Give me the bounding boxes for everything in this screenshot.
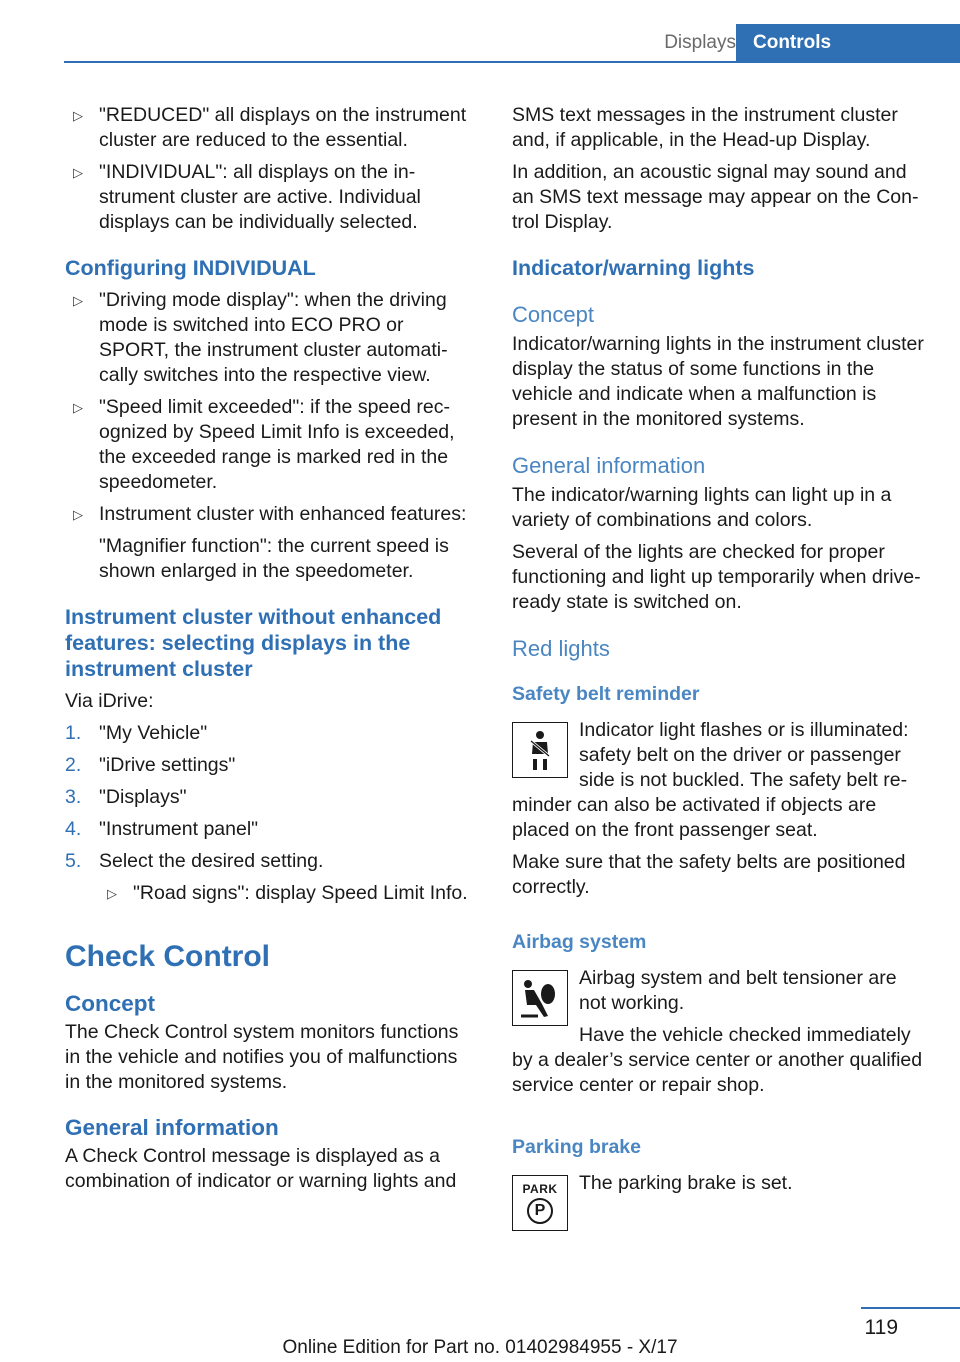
step-text: "iDrive settings" [99,754,236,776]
check-control-heading: Check Control [65,940,271,973]
bullet-text: "Driving mode display": when the driving mode is switched into ECO PRO or SPORT, the instrument cluster automatically switches into the respective view. [99,289,448,386]
park-icon-symbol: P [534,1202,546,1219]
bullet-item [65,288,477,388]
via-idrive-text: Via iDrive: [65,690,154,712]
parking-brake-item [512,1171,926,1235]
right-column [512,103,926,1235]
header-tab-displays[interactable]: Displays [664,32,736,53]
indicator-lights-heading: Indicator/warning lights [512,256,755,280]
header-rule [64,61,960,63]
general-information-text: A Check Control message is displayed as a combination of indicator or warning lights and [65,1145,457,1192]
triangle-right-icon: ▷ [73,400,83,415]
general-information-heading: General information [512,453,706,478]
step-number: 3. [65,786,82,808]
concept-heading: Concept [65,991,155,1016]
airbag-item [512,966,926,1105]
bullet-item [65,395,477,495]
cluster-heading: Instrument cluster without enhanced features: selecting displays in the instrument cluster [65,605,442,681]
step-number: 1. [65,722,82,744]
triangle-right-icon: ▷ [73,507,83,522]
bullet-item [99,881,477,906]
bullet-text: "INDIVIDUAL": all displays on the instrument cluster are active. Individual displays can be individually selected. [99,161,421,233]
edition-text: Online Edition for Part no. 01402984955 - X/17 [282,1337,678,1358]
safety-belt-text: Indicator light flashes or is illuminated: safety belt on the driver or passenger side is not buckled. The safety belt reminder can also be activated if objects are placed on the front passenger seat. [512,719,909,841]
triangle-right-icon: ▷ [73,108,83,123]
safety-belt-item [512,718,926,850]
general-information-text-2: Several of the lights are checked for proper functioning and light up temporarily when drive-ready state is switched on. [512,541,921,613]
step-number: 5. [65,850,82,872]
airbag-warning-icon [512,970,568,1026]
general-information-text: The indicator/warning lights can light up in a variety of combinations and colors. [512,484,892,531]
bullet-text: "REDUCED" all displays on the instrument cluster are reduced to the essential. [99,104,467,151]
page-number: 119 [864,1316,898,1339]
step-text: Select the desired setting. [99,850,324,872]
bullet-item [65,103,477,153]
step-item [65,849,477,874]
safety-belt-heading: Safety belt reminder [512,683,700,705]
safety-belt-text-2: Make sure that the safety belts are positioned correctly. [512,851,906,898]
footer-rule [861,1307,960,1309]
bullet-text: Instrument cluster with enhanced features: [99,503,467,525]
bullet-text: "Road signs": display Speed Limit Info. [133,882,468,904]
step-number: 4. [65,818,82,840]
step-text: "Instrument panel" [99,818,259,840]
page-header [0,24,960,62]
red-lights-heading: Red lights [512,636,610,661]
seatbelt-warning-icon [512,722,568,778]
step-item [65,817,477,842]
bullet-text: "Speed limit exceeded": if the speed recognized by Speed Limit Info is exceeded, the exceeded range is marked red in the speedometer. [99,396,455,493]
step-number: 2. [65,754,82,776]
airbag-heading: Airbag system [512,931,647,953]
general-information-heading: General information [65,1115,279,1140]
sms-text: SMS text messages in the instrument cluster and, if applicable, in the Head-up Display. [512,104,898,151]
step-text: "Displays" [99,786,187,808]
triangle-right-icon: ▷ [107,886,117,901]
magnifier-text: "Magnifier function": the current speed is shown enlarged in the speedometer. [99,535,449,582]
concept-text: Indicator/warning lights in the instrument cluster display the status of some functions in the vehicle and indicate when a malfunction is present in the monitored systems. [512,333,924,430]
step-item [65,785,477,810]
configuring-heading: Configuring INDIVIDUAL [65,256,316,280]
parking-brake-heading: Parking brake [512,1136,641,1158]
sms-text-2: In addition, an acoustic signal may sound and an SMS text message may appear on the Control Display. [512,161,919,233]
step-item [65,753,477,778]
bullet-item [65,502,477,584]
parking-brake-icon [512,1175,568,1231]
triangle-right-icon: ▷ [73,165,83,180]
header-tab-controls[interactable]: Controls [736,24,960,62]
step-item [65,721,477,746]
airbag-text: Airbag system and belt tensioner are not working. [579,967,897,1014]
concept-heading: Concept [512,302,594,327]
concept-text: The Check Control system monitors functions in the vehicle and notifies you of malfunctions in the monitored systems. [65,1021,459,1093]
left-column [65,103,477,1201]
triangle-right-icon: ▷ [73,293,83,308]
step-text: "My Vehicle" [99,722,208,744]
airbag-text-2: Have the vehicle checked immediately by a dealer’s service center or another qualified service center or repair shop. [512,1024,923,1096]
parking-brake-text: The parking brake is set. [579,1172,793,1194]
park-icon-label: PARK [522,1182,558,1196]
bullet-item [65,160,477,235]
